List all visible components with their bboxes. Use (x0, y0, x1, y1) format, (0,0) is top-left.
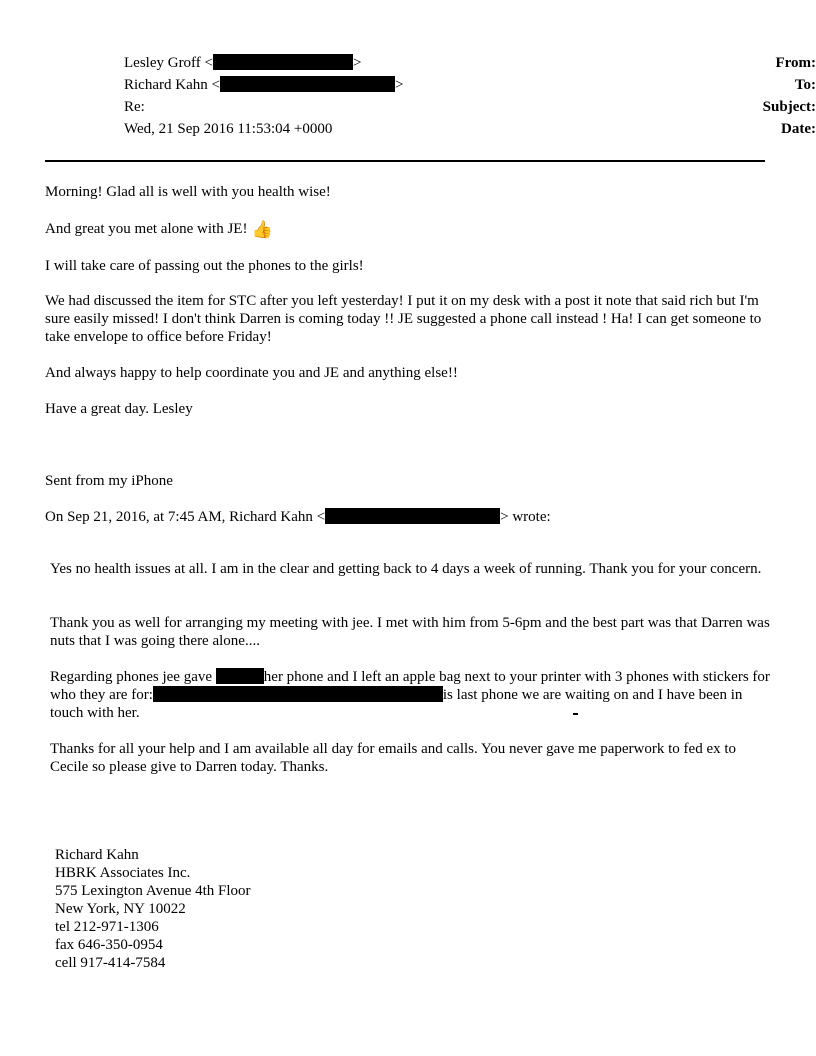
redaction-bar (216, 668, 264, 684)
to-row (0, 76, 816, 96)
from-label: From: (775, 55, 816, 71)
from-value (124, 54, 361, 72)
signature-address-line: 575 Lexington Avenue 4th Floor (55, 883, 251, 899)
date-label: Date: (781, 121, 816, 137)
from-close: > (353, 55, 362, 71)
quoted-paragraph: Yes no health issues at all. I am in the clear and getting back to 4 days a week of running. Thank you for your concern. (50, 561, 762, 577)
quoted-text: her phone and I left an apple bag next to your printer with 3 phones with stickers for who they are for: (50, 669, 770, 703)
signature-phone: tel 212-971-1306 (55, 919, 159, 935)
header-divider (45, 160, 765, 162)
redaction-bar (153, 686, 443, 702)
from-text: Lesley Groff < (124, 55, 213, 71)
from-row (0, 54, 816, 74)
quoted-paragraph: Thank you as well for arranging my meeting with jee. I met with him from 5-6pm and the best part was that Darren was nuts that I was going there alone.... (50, 615, 770, 649)
body-paragraph: Morning! Glad all is well with you health wise! (45, 184, 331, 200)
redaction-bar (220, 76, 395, 92)
to-value (124, 76, 403, 94)
signature-cell: cell 917-414-7584 (55, 955, 166, 971)
to-close: > (394, 77, 404, 93)
body-paragraph: I will take care of passing out the phones to the girls! (45, 258, 364, 274)
subject-value: Re: (124, 99, 145, 115)
sign-off: Have a great day. Lesley (45, 401, 193, 417)
to-label: To: (794, 77, 816, 93)
thumbs-up-icon: 👍 (251, 220, 273, 240)
attribution-text: On Sep 21, 2016, at 7:45 AM, Richard Kahn < (45, 509, 326, 525)
signature-address-line: New York, NY 10022 (55, 901, 186, 917)
attribution-suffix: > wrote: (500, 509, 551, 525)
quoted-text: Regarding phones jee gave (50, 669, 216, 685)
signature-name: Richard Kahn (55, 847, 139, 863)
redaction-bar (325, 508, 500, 524)
quote-attribution (45, 508, 775, 526)
redaction-bar (213, 54, 353, 70)
quoted-paragraph (50, 668, 775, 722)
quoted-text: is last phone we are waiting on and I have been in touch with her. (50, 687, 743, 721)
body-text: And great you met alone with JE! (45, 221, 248, 237)
signature-company: HBRK Associates Inc. (55, 865, 191, 881)
to-text: Richard Kahn < (124, 77, 220, 93)
body-paragraph: We had discussed the item for STC after you left yesterday! I put it on my desk with a post it note that said rich but I'm sure easily missed! I don't think Darren is coming today !! JE suggested a phone call instead ! Ha! I can get someone to take envelope to office before Friday! (45, 293, 762, 345)
body-paragraph: And always happy to help coordinate you and JE and anything else!! (45, 365, 458, 381)
stray-mark (573, 713, 578, 715)
body-paragraph (45, 220, 775, 239)
date-row (0, 120, 816, 140)
signature-fax: fax 646-350-0954 (55, 937, 163, 953)
quoted-paragraph: Thanks for all your help and I am available all day for emails and calls. You never gave me paperwork to fed ex to Cecile so please give to Darren today. Thanks. (50, 741, 737, 775)
subject-label: Subject: (762, 99, 816, 115)
date-value: Wed, 21 Sep 2016 11:53:04 +0000 (124, 121, 333, 137)
subject-row (0, 98, 816, 118)
sent-from-line: Sent from my iPhone (45, 473, 173, 489)
